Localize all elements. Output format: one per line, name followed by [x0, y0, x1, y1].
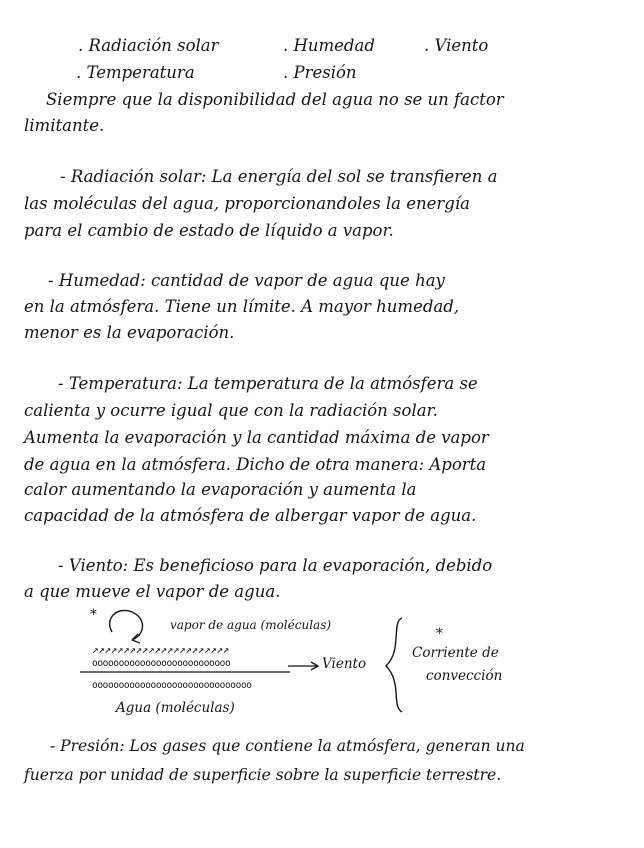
star-mark-2: * [436, 626, 443, 642]
wind-line-2: a que mueve el vapor de agua. [24, 582, 281, 601]
intro-line-2: limitante. [24, 116, 105, 135]
temperature-line-3: Aumenta la evaporación y la cantidad máxima de vapor [24, 428, 489, 447]
intro-line-1: Siempre que la disponibilidad del agua no se un factor [46, 90, 504, 109]
factor-humidity: . Humedad [283, 36, 375, 55]
temperature-line-5: calor aumentando la evaporación y aumenta la [24, 480, 417, 499]
vapor-label: vapor de agua (moléculas) [170, 618, 332, 632]
factor-solar: . Radiación solar [78, 36, 219, 55]
humidity-line-3: menor es la evaporación. [24, 323, 235, 342]
star-mark: * [90, 607, 97, 623]
molecules-bottom: oooooooooooooooooooooooooooooo [92, 680, 252, 691]
pressure-line-1: - Presión: Los gases que contiene la atmósfera, generan una [50, 737, 525, 755]
temperature-line-6: capacidad de la atmósfera de albergar vapor de agua. [24, 506, 477, 525]
factor-temperature: . Temperatura [76, 63, 195, 82]
factor-wind: . Viento [424, 36, 489, 55]
molecules-top: oooooooooooooooooooooooooo [92, 658, 231, 669]
temperature-line-4: de agua en la atmósfera. Dicho de otra manera: Aporta [24, 455, 487, 474]
temperature-line-2: calienta y ocurre igual que con la radiación solar. [24, 401, 438, 420]
brace-icon [386, 618, 402, 712]
temperature-line-1: - Temperatura: La temperatura de la atmósfera se [58, 374, 478, 393]
humidity-line-1: - Humedad: cantidad de vapor de agua que hay [48, 271, 445, 290]
circular-arrow-icon [110, 610, 143, 640]
water-label: Agua (moléculas) [116, 700, 235, 716]
wind-line-1: - Viento: Es beneficioso para la evaporación, debido [58, 556, 493, 575]
pressure-line-2: fuerza por unidad de superficie sobre la superficie terrestre. [24, 766, 502, 784]
convection-label-2: convección [426, 668, 503, 684]
wind-label: Viento [322, 656, 367, 672]
humidity-line-2: en la atmósfera. Tiene un límite. A mayor humedad, [24, 297, 460, 316]
solar-line-3: para el cambio de estado de líquido a vapor. [24, 221, 394, 240]
factor-pressure: . Presión [283, 63, 357, 82]
convection-label-1: Corriente de [412, 645, 499, 661]
rising-arrows: ↗↗↗↗↗↗↗↗↗↗↗↗↗↗↗↗↗↗↗↗↗↗ [92, 643, 229, 656]
solar-line-1: - Radiación solar: La energía del sol se transfieren a [60, 167, 498, 186]
solar-line-2: las moléculas del agua, proporcionandoles la energía [24, 194, 470, 213]
